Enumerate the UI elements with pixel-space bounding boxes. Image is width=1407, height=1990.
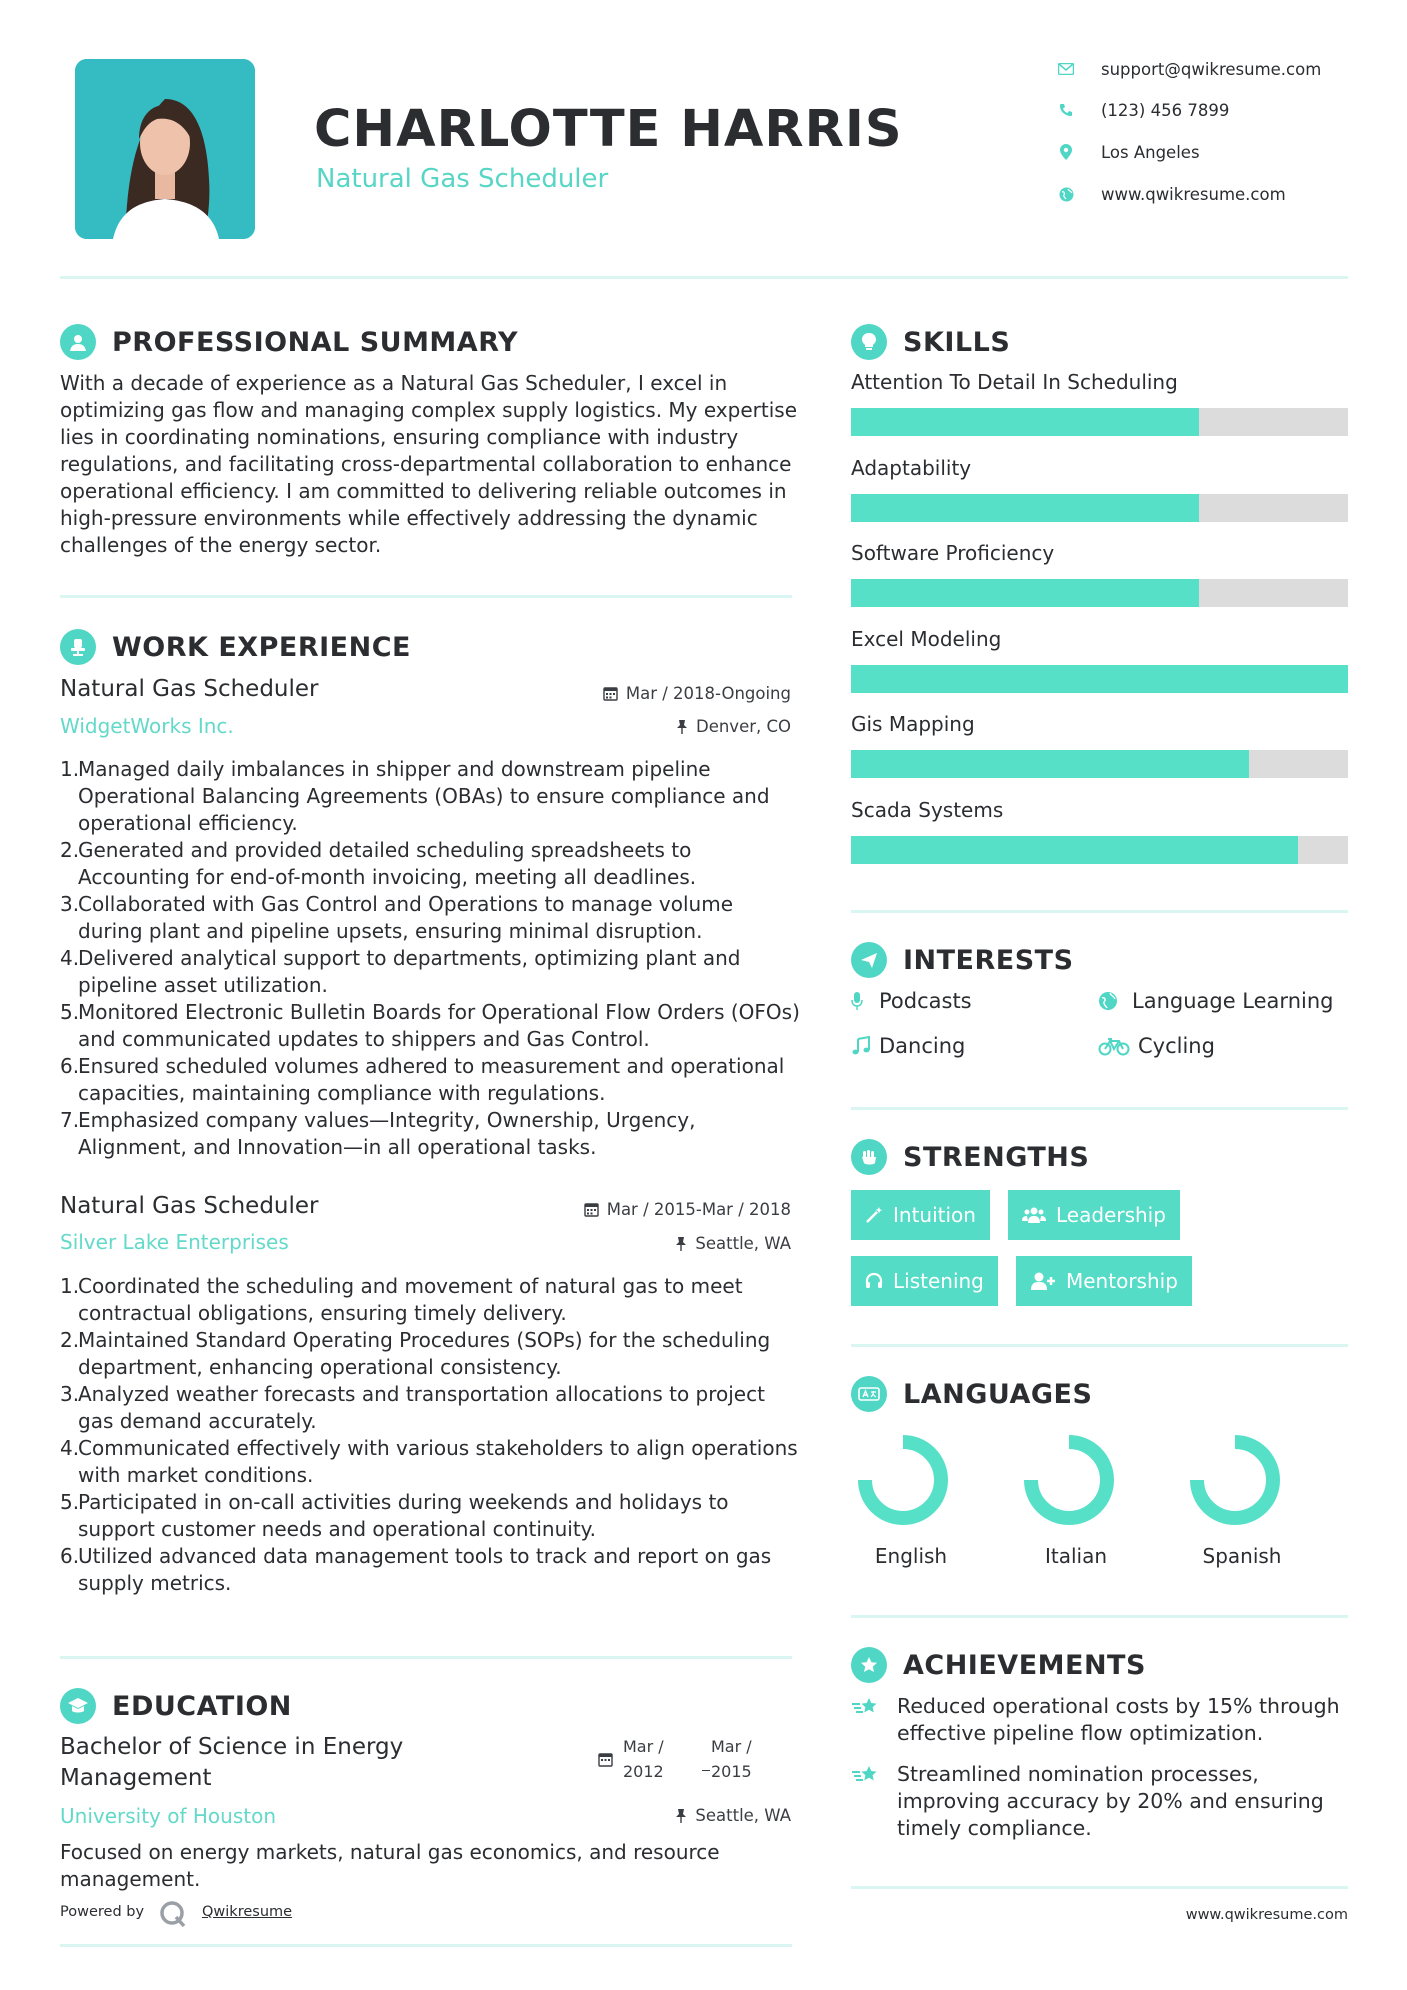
interest-label: Cycling <box>1138 1034 1215 1058</box>
contact-email[interactable] <box>1055 57 1321 81</box>
list-item: 4. Communicated effectively with various stakeholders to align operations with market conditions. <box>60 1436 798 1487</box>
interests-divider <box>851 1107 1348 1110</box>
lightbulb-icon <box>851 324 887 360</box>
edu-location-text: Seattle, WA <box>695 1806 791 1825</box>
header-divider <box>60 276 1348 279</box>
job-1-company: WidgetWorks Inc. <box>60 714 234 738</box>
job-2-location-text: Seattle, WA <box>695 1234 791 1253</box>
language-spanish: Spanish <box>1202 1544 1282 1568</box>
shooting-star-icon <box>851 1693 881 1747</box>
candidate-name: CHARLOTTE HARRIS <box>314 100 903 159</box>
degree-line-2: Management <box>60 1765 212 1791</box>
shooting-star-icon <box>851 1761 881 1842</box>
skill-bar-fill <box>851 750 1249 778</box>
education-heading <box>60 1688 292 1724</box>
job-1-title: Natural Gas Scheduler <box>60 676 319 702</box>
job-2-location <box>675 1234 791 1253</box>
list-item: 1. Coordinated the scheduling and movement of natural gas to meet contractual obligations, ensuring timely delivery. <box>60 1274 743 1325</box>
skill-bar <box>851 579 1348 607</box>
profile-photo <box>75 59 255 239</box>
skill-bar <box>851 665 1348 693</box>
languages-title: LANGUAGES <box>903 1378 1093 1410</box>
paper-plane-icon <box>851 942 887 978</box>
users-icon <box>1022 1206 1046 1224</box>
interest-label: Dancing <box>879 1034 966 1058</box>
contact-phone[interactable] <box>1055 98 1229 122</box>
strength-label: Intuition <box>893 1203 976 1227</box>
experience-title: WORK EXPERIENCE <box>112 631 411 663</box>
website-text: www.qwikresume.com <box>1101 184 1286 204</box>
list-item: 6. Utilized advanced data management tools to track and report on gas supply metrics. <box>60 1544 772 1595</box>
achievements-heading <box>851 1647 1146 1683</box>
interest-label: Language Learning <box>1132 989 1334 1013</box>
edu-location <box>675 1806 791 1825</box>
strengths-divider <box>851 1344 1348 1347</box>
language-italian: Italian <box>1044 1544 1108 1568</box>
contact-website[interactable] <box>1055 182 1286 206</box>
language-english: English <box>874 1544 948 1568</box>
job-2-dates-text: Mar / 2015-Mar / 2018 <box>606 1200 791 1219</box>
achievement-item <box>851 1761 1348 1842</box>
phone-text: (123) 456 7899 <box>1101 100 1230 120</box>
summary-title: PROFESSIONAL SUMMARY <box>112 326 519 358</box>
list-item: 1. Managed daily imbalances in shipper and downstream pipeline Operational Balancing Agreements (OBAs) to ensure compliance and operational efficiency. <box>60 757 770 835</box>
skill-bar <box>851 836 1348 864</box>
interest-dancing <box>851 1034 965 1058</box>
language-ring-italian <box>1031 1442 1107 1518</box>
job-1-location <box>676 717 791 736</box>
fist-icon <box>851 1139 887 1175</box>
skill-name: Attention To Detail In Scheduling <box>851 370 1178 394</box>
achievements-divider <box>851 1886 1348 1889</box>
strengths-heading <box>851 1139 1089 1175</box>
headphones-icon <box>865 1272 883 1290</box>
candidate-role: Natural Gas Scheduler <box>316 164 609 194</box>
language-ring-spanish <box>1197 1442 1273 1518</box>
skill-bar <box>851 750 1348 778</box>
list-item: 4. Delivered analytical support to departments, optimizing plant and pipeline asset utilization. <box>60 946 741 997</box>
strength-listening <box>851 1256 998 1306</box>
skill-name: Excel Modeling <box>851 626 1002 651</box>
strength-mentorship <box>1016 1256 1192 1306</box>
globe-icon <box>1098 991 1120 1011</box>
summary-heading <box>60 324 518 360</box>
interest-podcasts <box>851 989 972 1013</box>
job-2-bullets <box>60 1273 800 1597</box>
list-item: 2. Maintained Standard Operating Procedures (SOPs) for the scheduling department, enhancing operational consistency. <box>60 1328 771 1379</box>
calendar-icon <box>598 1752 613 1771</box>
languages-heading <box>851 1376 1092 1412</box>
summary-text: With a decade of experience as a Natural Gas Scheduler, I excel in optimizing gas flow and managing complex supply logistics. My expertise lies in coordinating nominations, ensuring compliance with industry regulations, and facilitating cross-departmental collaboration to enhance operational efficiency. I am committed to delivering reliable outcomes in high-pressure environments while effectively addressing the dynamic challenges of the energy sector. <box>60 371 797 557</box>
job-1-location-text: Denver, CO <box>695 717 791 736</box>
language-icon <box>851 1376 887 1412</box>
pushpin-icon <box>676 719 688 735</box>
bicycle-icon <box>1098 1036 1132 1056</box>
languages-divider <box>851 1615 1348 1618</box>
strength-label: Listening <box>893 1269 984 1293</box>
microphone-icon <box>851 991 873 1011</box>
job-2-title: Natural Gas Scheduler <box>60 1193 319 1219</box>
job-2-company: Silver Lake Enterprises <box>60 1230 289 1254</box>
powered-by-label: Powered by <box>60 1904 145 1920</box>
skill-bar-fill <box>851 408 1199 436</box>
education-description: Focused on energy markets, natural gas economics, and resource management. <box>60 1840 720 1891</box>
skill-bar-fill <box>851 665 1348 693</box>
strength-label: Leadership <box>1056 1203 1166 1227</box>
skill-bar <box>851 408 1348 436</box>
globe-icon <box>1055 183 1077 205</box>
job-1-bullets <box>60 756 800 1161</box>
achievement-text: Streamlined nomination processes, improving accuracy by 20% and ensuring timely compliance. <box>897 1762 1324 1840</box>
music-note-icon <box>851 1036 873 1056</box>
achievement-item <box>851 1693 1348 1747</box>
skills-title: SKILLS <box>903 326 1011 358</box>
edu-start-month: Mar / <box>623 1737 664 1756</box>
chair-icon <box>60 629 96 665</box>
magic-wand-icon <box>865 1206 883 1224</box>
summary-divider <box>60 595 792 598</box>
list-item: 5. Participated in on-call activities during weekends and holidays to support customer needs and operational continuity. <box>60 1490 729 1541</box>
achievements-title: ACHIEVEMENTS <box>903 1649 1146 1681</box>
interests-heading <box>851 942 1074 978</box>
footer-divider-left <box>60 1944 792 1947</box>
strength-intuition <box>851 1190 990 1240</box>
list-item: 6. Ensured scheduled volumes adhered to measurement and operational capacities, maintaining compliance with regulations. <box>60 1054 785 1105</box>
interests-title: INTERESTS <box>903 944 1074 976</box>
strength-leadership <box>1008 1190 1180 1240</box>
education-title: EDUCATION <box>112 1690 292 1722</box>
interest-language-learning <box>1098 989 1333 1013</box>
skills-heading <box>851 324 1010 360</box>
list-item: 3. Collaborated with Gas Control and Operations to manage volume during plant and pipeline upsets, ensuring minimal disruption. <box>60 892 733 943</box>
pushpin-icon <box>675 1808 687 1824</box>
skill-name: Software Proficiency <box>851 541 1055 565</box>
envelope-icon <box>1055 58 1077 80</box>
list-item: 3. Analyzed weather forecasts and transportation allocations to project gas demand accurately. <box>60 1382 765 1433</box>
location-text: Los Angeles <box>1101 142 1200 162</box>
edu-end-year: 2015 <box>711 1762 752 1781</box>
footer-website[interactable]: www.qwikresume.com <box>1185 1907 1348 1923</box>
edu-start-year: 2012 <box>623 1762 664 1781</box>
star-badge-icon <box>851 1647 887 1683</box>
skill-bar-fill <box>851 579 1199 607</box>
achievement-text: Reduced operational costs by 15% through effective pipeline flow optimization. <box>897 1694 1340 1745</box>
interest-label: Podcasts <box>879 989 972 1013</box>
strengths-title: STRENGTHS <box>903 1141 1090 1173</box>
user-icon <box>60 324 96 360</box>
experience-divider <box>60 1656 792 1659</box>
skill-bar-fill <box>851 836 1298 864</box>
language-rings <box>851 1430 1348 1530</box>
skill-bar <box>851 494 1348 522</box>
skills-divider <box>851 910 1348 913</box>
job-1-dates <box>603 684 791 703</box>
interest-cycling <box>1098 1034 1215 1058</box>
user-plus-icon <box>1030 1271 1056 1291</box>
map-pin-icon <box>1055 141 1077 163</box>
calendar-icon <box>603 686 618 701</box>
qwikresume-link[interactable]: Qwikresume <box>202 1904 293 1920</box>
skill-name: Gis Mapping <box>851 712 975 736</box>
phone-icon <box>1055 99 1077 121</box>
skill-name: Adaptability <box>851 455 972 480</box>
pushpin-icon <box>675 1236 687 1252</box>
date-separator <box>702 1770 710 1771</box>
experience-heading <box>60 629 411 665</box>
email-text: support@qwikresume.com <box>1101 59 1322 79</box>
school-name: University of Houston <box>60 1804 277 1828</box>
job-2-dates <box>584 1200 791 1219</box>
list-item: 7. Emphasized company values—Integrity, Ownership, Urgency, Alignment, and Innovation—in all operational tasks. <box>60 1108 696 1159</box>
edu-end-month: Mar / <box>711 1737 752 1756</box>
strength-label: Mentorship <box>1066 1269 1178 1293</box>
job-1-dates-text: Mar / 2018-Ongoing <box>625 684 791 703</box>
skill-bar-fill <box>851 494 1199 522</box>
calendar-icon <box>584 1202 599 1217</box>
list-item: 5. Monitored Electronic Bulletin Boards for Operational Flow Orders (OFOs) and communicated updates to shippers and Gas Control. <box>60 1000 800 1051</box>
qwikresume-logo-icon <box>158 1899 188 1933</box>
graduation-cap-icon <box>60 1688 96 1724</box>
skill-name: Scada Systems <box>851 797 1004 822</box>
languages-row <box>851 1430 1348 1580</box>
language-ring-english <box>865 1442 941 1518</box>
contact-location <box>1055 140 1200 164</box>
list-item: 2. Generated and provided detailed scheduling spreadsheets to Accounting for end-of-month invoicing, meeting all deadlines. <box>60 838 697 889</box>
degree-line-1: Bachelor of Science in Energy <box>60 1734 404 1760</box>
